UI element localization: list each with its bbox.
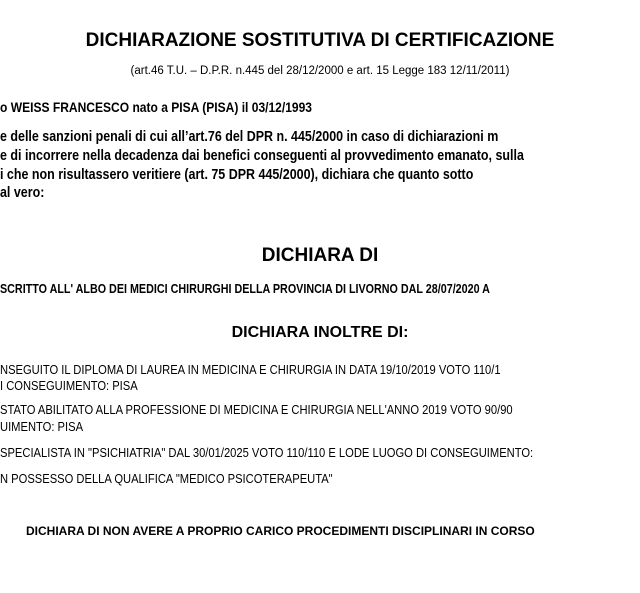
list-item: I CONSEGUIMENTO: PISA: [0, 378, 138, 393]
list-item: SPECIALISTA IN "PSICHIATRIA" DAL 30/01/2025 VOTO 110/110 E LODE LUOGO DI CONSEGUIMENTO:: [0, 445, 534, 460]
document-subtitle: (art.46 T.U. – D.P.R. n.445 del 28/12/2000 e art. 15 Legge 183 12/11/2011): [130, 65, 510, 77]
paragraph-line: e di incorrere nella decadenza dai benefici conseguenti al provvedimento emanato, sulla: [0, 148, 524, 164]
list-item: N POSSESSO DELLA QUALIFICA "MEDICO PSICOTERAPEUTA": [0, 471, 333, 486]
paragraph-line: i che non risultassero veritiere (art. 75 DPR 445/2000), dichiara che quanto sotto: [0, 167, 474, 183]
list-item: NSEGUITO IL DIPLOMA DI LAUREA IN MEDICINA E CHIRURGIA IN DATA 19/10/2019 VOTO 110/1: [0, 362, 501, 377]
albo-registration: SCRITTO ALL' ALBO DEI MEDICI CHIRURGHI DELLA PROVINCIA DI LIVORNO DAL 28/07/2020 A: [0, 282, 490, 296]
list-item: STATO ABILITATO ALLA PROFESSIONE DI MEDICINA E CHIRURGIA NELL'ANNO 2019 VOTO 90/90: [0, 402, 513, 417]
paragraph-line: al vero:: [0, 185, 45, 201]
heading-dichiara-inoltre: DICHIARA INOLTRE DI:: [231, 324, 409, 341]
list-item: UIMENTO: PISA: [0, 419, 84, 434]
declarant-identity: o WEISS FRANCESCO nato a PISA (PISA) il 03/12/1993: [0, 99, 313, 115]
final-statement: DICHIARA DI NON AVERE A PROPRIO CARICO PROCEDIMENTI DISCIPLINARI IN CORSO: [26, 524, 535, 538]
document-title: DICHIARAZIONE SOSTITUTIVA DI CERTIFICAZIONE: [85, 30, 555, 51]
paragraph-line: e delle sanzioni penali di cui all’art.76 del DPR n. 445/2000 in caso di dichiarazioni m: [0, 129, 499, 145]
heading-dichiara: DICHIARA DI: [261, 245, 379, 266]
